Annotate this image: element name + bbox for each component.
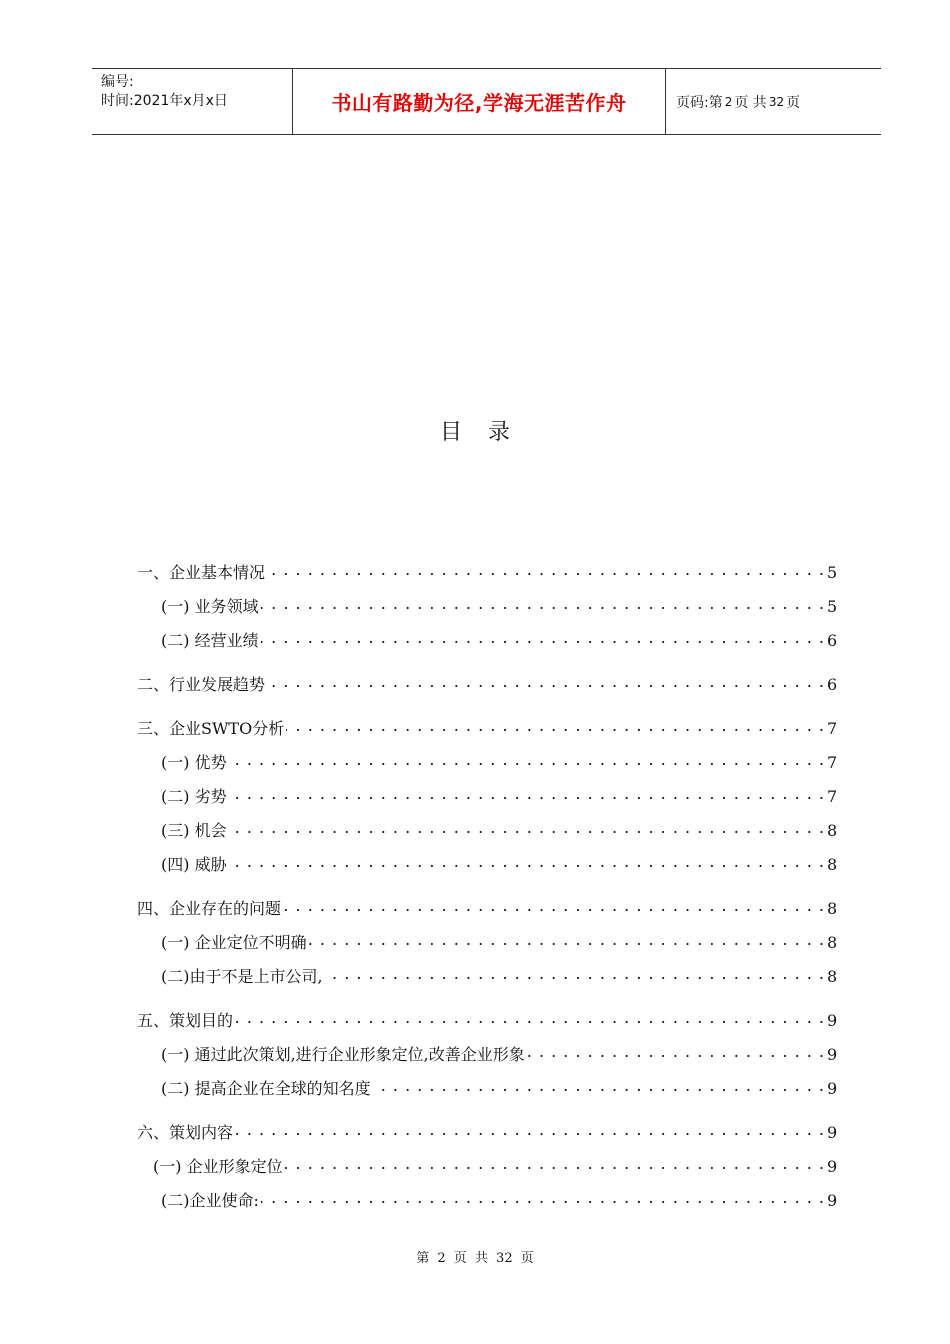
toc-entry[interactable] [137,1154,837,1188]
toc-leader-dots [527,1044,825,1060]
toc-entry[interactable] [137,1042,837,1076]
toc-leader-dots [286,718,825,734]
toc-entry-page: 7 [827,787,838,806]
toc-entry-label: (一) 通过此次策划,进行企业形象定位,改善企业形象 [161,1045,525,1064]
toc-entry-label: (一) 企业定位不明确 [161,933,307,952]
toc-entry-label: (二)企业使命: [161,1191,259,1210]
toc-entry-page: 8 [827,899,838,918]
toc-leader-dots [229,786,825,802]
toc-entry-page: 8 [827,855,838,874]
toc-entry-page: 9 [827,1123,838,1142]
page-suffix: 页 [786,94,801,111]
page-prefix: 页码:第 [676,94,723,111]
toc-entry-page: 9 [827,1045,838,1064]
toc-entry-page: 8 [827,933,838,952]
toc-entry-label: 六、策划内容 [137,1123,234,1142]
toc-leader-dots [261,596,825,612]
toc-entry-page: 5 [827,563,838,582]
toc-entry[interactable] [137,716,837,750]
toc-entry[interactable] [137,1188,837,1222]
toc-leader-dots [309,932,825,948]
table-of-contents [137,560,837,1222]
toc-entry[interactable] [137,1076,837,1110]
toc-entry[interactable] [137,672,837,706]
toc-leader-dots [235,1122,825,1138]
toc-entry-label: (二) 经营业绩 [161,631,259,650]
page-footer: 第 2 页 共 32 页 [416,1251,534,1266]
toc-entry[interactable] [137,1120,837,1154]
toc-entry-page: 5 [827,597,838,616]
toc-entry-label: (一) 优势 [161,753,227,772]
toc-entry-label: (二)由于不是上市公司, [161,967,323,986]
toc-leader-dots [373,1078,825,1094]
toc-leader-dots [229,854,825,870]
header-meta [92,69,293,134]
toc-entry[interactable] [137,930,837,964]
toc-entry-label: (一) 业务领域 [161,597,259,616]
toc-entry-label: (三) 机会 [161,821,227,840]
toc-entry[interactable] [137,852,837,886]
toc-entry-page: 7 [827,753,838,772]
toc-entry-page: 9 [827,1011,838,1030]
page-middle: 页 共 [734,94,767,111]
toc-entry-page: 7 [827,719,838,738]
toc-leader-dots [261,1190,825,1206]
toc-entry-page: 8 [827,967,838,986]
page-total: 32 [768,94,785,109]
toc-leader-dots [261,630,825,646]
toc-entry-label: (二) 劣势 [161,787,227,806]
toc-entry[interactable] [137,896,837,930]
header-motto: 书山有路勤为径,学海无涯苦作舟 [293,69,666,134]
toc-entry-page: 9 [827,1157,838,1176]
toc-entry-label: 五、策划目的 [137,1011,234,1030]
page-header [92,68,881,135]
toc-entry-label: (一) 企业形象定位 [153,1157,283,1176]
toc-entry-page: 8 [827,821,838,840]
toc-leader-dots [285,1156,825,1172]
document-time: 时间:2021年x月x日 [101,93,228,109]
header-page-number [666,69,881,134]
toc-leader-dots [283,898,825,914]
toc-entry[interactable] [137,818,837,852]
toc-entry-label: 三、企业SWTO分析 [137,719,285,738]
toc-entry[interactable] [137,628,837,662]
toc-entry-page: 9 [827,1079,838,1098]
toc-leader-dots [325,966,825,982]
toc-title: 目录 [439,420,536,445]
toc-entry[interactable] [137,594,837,628]
toc-leader-dots [229,752,825,768]
page-current: 2 [724,94,733,109]
toc-entry-label: 四、企业存在的问题 [137,899,282,918]
toc-entry[interactable] [137,964,837,998]
toc-entry-label: 一、企业基本情况 [137,563,266,582]
toc-leader-dots [267,674,825,690]
toc-entry[interactable] [137,784,837,818]
toc-entry-label: 二、行业发展趋势 [137,675,266,694]
toc-entry-label: (四) 威胁 [161,855,227,874]
toc-entry-page: 9 [827,1191,838,1210]
toc-entry-page: 6 [827,631,838,650]
toc-entry-label: (二) 提高企业在全球的知名度 [161,1079,371,1098]
toc-entry[interactable] [137,750,837,784]
toc-entry[interactable] [137,560,837,594]
toc-entry[interactable] [137,1008,837,1042]
toc-entry-page: 6 [827,675,838,694]
toc-leader-dots [267,562,825,578]
toc-leader-dots [235,1010,825,1026]
toc-leader-dots [229,820,825,836]
document-number: 编号: [101,74,134,90]
